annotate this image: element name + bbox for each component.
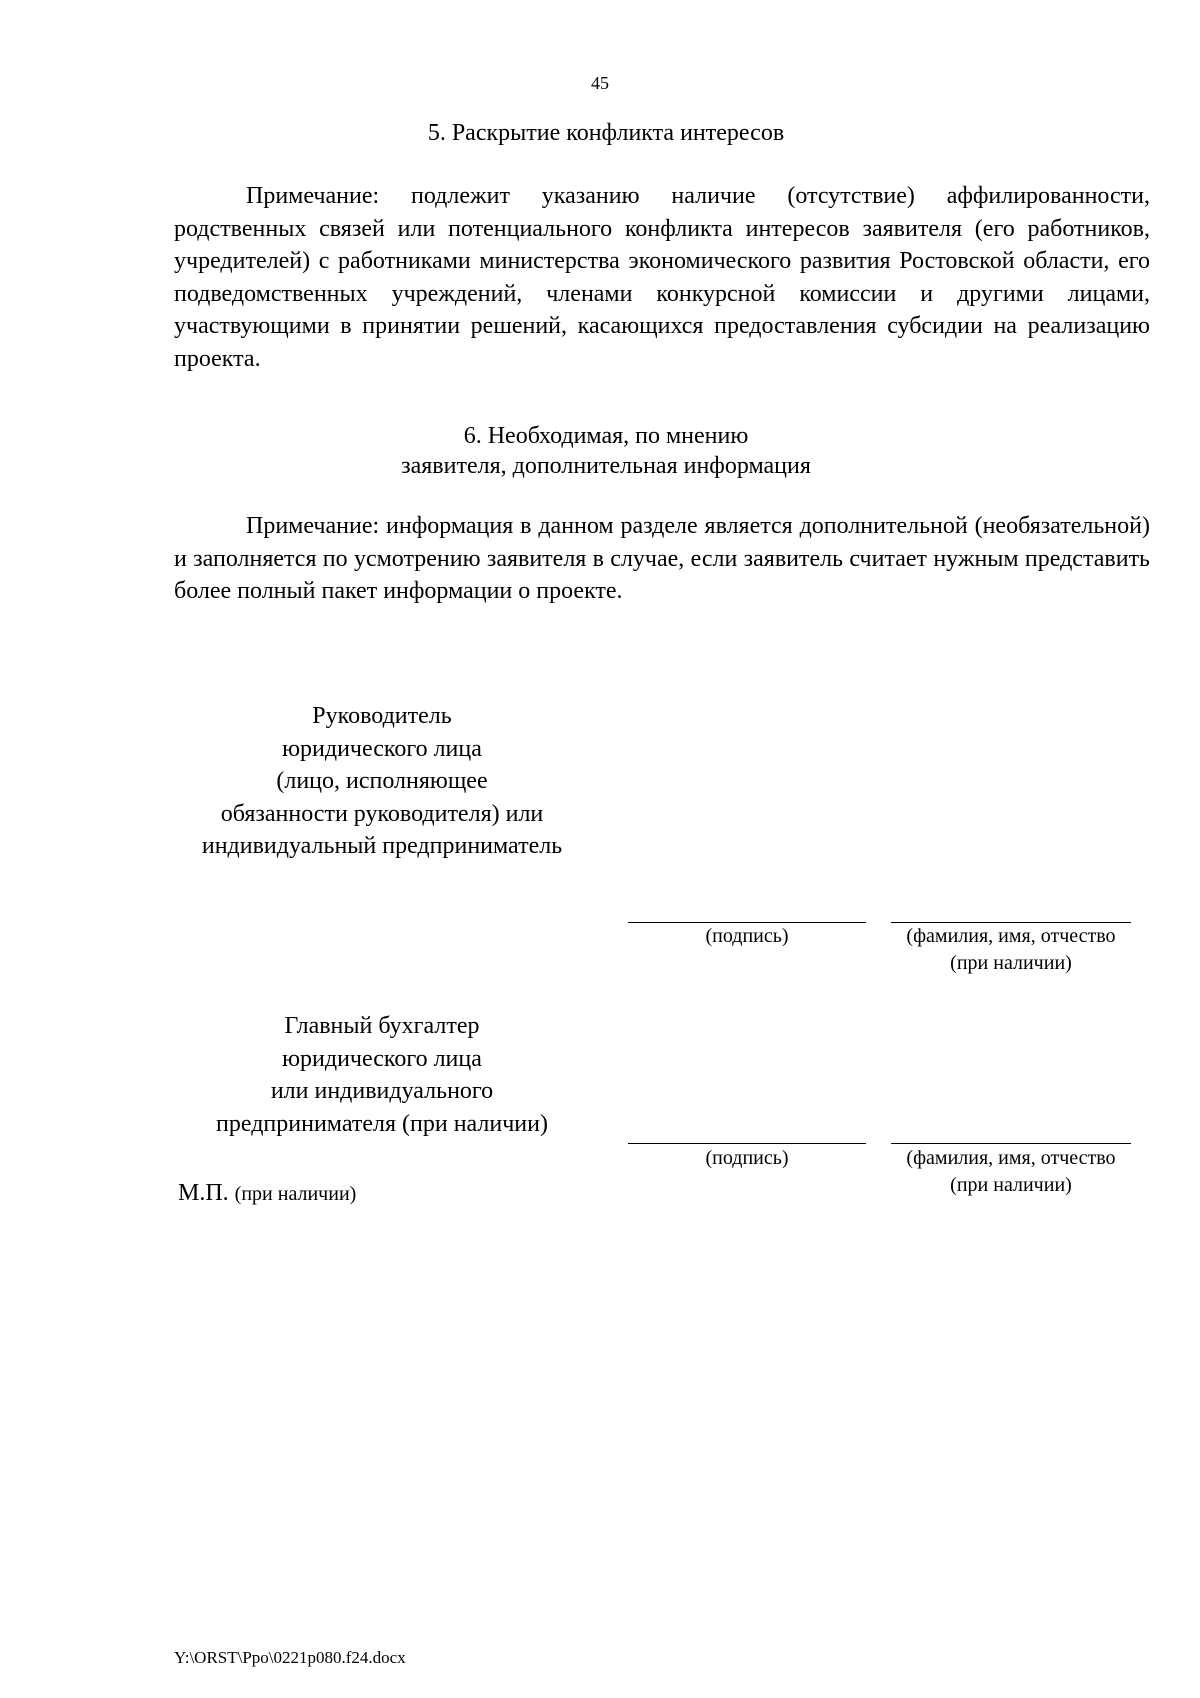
accountant-name-caption-line2: (при наличии): [950, 1174, 1072, 1196]
accountant-title-block: [170, 1010, 594, 1140]
accountant-signature-line: [628, 1143, 866, 1144]
page-number: 45: [591, 73, 609, 93]
accountant-title-line: или индивидуального: [270, 1078, 494, 1104]
accountant-name-caption-line1: (фамилия, имя, отчество: [906, 1147, 1116, 1169]
section6-note: Примечание: информация в данном разделе является дополнительной (необязательной) и заполняется по усмотрению заявителя в случае, если заявитель считает нужным представить более полный пакет информации о проекте.: [174, 513, 1150, 604]
section5-note: Примечание: подлежит указанию наличие (отсутствие) аффилированности, родственных связей или потенциального конфликта интересов заявителя (его работников, учредителей) с работниками министерства экономического развития Ростовской области, его подведомственных учреждений, членами конкурсной комиссии и другими лицами, участвующими в принятии решений, касающихся предоставления субсидии на реализацию проекта.: [174, 183, 1150, 372]
head-title-line: обязанности руководителя) или: [220, 800, 544, 827]
head-title-line: юридического лица: [282, 735, 482, 762]
stamp-note: (при наличии): [234, 1183, 357, 1205]
head-title-block: [170, 700, 594, 863]
head-name-caption-line2: (при наличии): [950, 952, 1072, 974]
head-signature-caption: (подпись): [705, 925, 789, 947]
head-title-line: Руководитель: [312, 703, 452, 729]
head-name-caption-line1: (фамилия, имя, отчество: [906, 925, 1116, 947]
head-title-line: индивидуальный предприниматель: [201, 833, 563, 859]
accountant-title-line: юридического лица: [282, 1045, 482, 1072]
accountant-name-line: [891, 1143, 1131, 1144]
section6-heading-line1: 6. Необходимая, по мнению: [463, 423, 749, 449]
stamp-label: М.П.: [178, 1180, 229, 1206]
file-path: Y:\ORST\Ppo\0221p080.f24.docx: [174, 1648, 406, 1667]
accountant-title-line: предпринимателя (при наличии): [216, 1110, 548, 1137]
stamp-label-row: [178, 1178, 356, 1209]
accountant-title-line: Главный бухгалтер: [284, 1013, 480, 1039]
accountant-signature-caption: (подпись): [705, 1147, 789, 1169]
head-title-line: (лицо, исполняющее: [276, 768, 488, 794]
section6-heading-line2: заявителя, дополнительная информация: [401, 453, 811, 479]
section5-heading: 5. Раскрытие конфликта интересов: [427, 120, 785, 146]
